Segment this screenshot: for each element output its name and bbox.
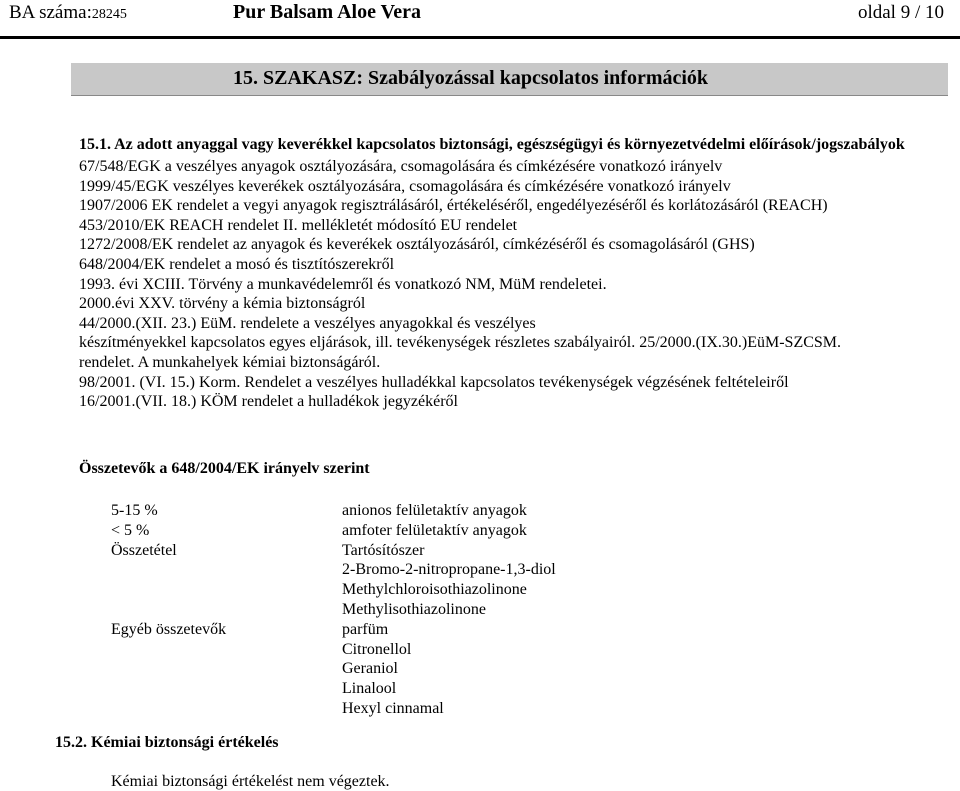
composition-ingredient: Citronellol: [342, 640, 412, 658]
regulation-line: 16/2001.(VII. 18.) KÖM rendelet a hulladékok jegyzékéről: [79, 393, 458, 411]
regulation-line: 1993. évi XCIII. Törvény a munkavédelemről és vonatkozó NM, MüM rendeletei.: [79, 275, 607, 293]
composition-ingredient: parfüm: [342, 620, 389, 638]
document-id: [9, 2, 127, 24]
composition-amounts: [111, 501, 226, 719]
regulations-list: [79, 157, 841, 412]
composition-amount: [111, 640, 226, 660]
composition-amount: [111, 679, 226, 699]
regulation-line: 2000.évi XXV. törvény a kémia biztonságról: [79, 295, 366, 313]
product-name: Pur Balsam Aloe Vera: [233, 1, 421, 23]
composition-amount: [111, 659, 226, 679]
composition-amount: [111, 580, 226, 600]
composition-amount: < 5 %: [111, 521, 150, 539]
header-divider: [0, 36, 960, 39]
composition-ingredients: [342, 501, 556, 719]
page-number: oldal 9 / 10: [857, 2, 944, 23]
composition-amount: Egyéb összetevők: [111, 620, 227, 638]
composition-ingredient: Hexyl cinnamal: [342, 699, 444, 717]
regulation-line: 1272/2008/EK rendelet az anyagok és keverékek osztályozásáról, címkézéséről és csomagolásáról (GHS): [79, 236, 755, 254]
regulation-line: 1907/2006 EK rendelet a vegyi anyagok regisztrálásáról, értékeléséről, engedélyezéséről és korlátozásáról (REACH): [79, 197, 828, 215]
section-title: 15. SZAKASZ: Szabályozással kapcsolatos információk: [233, 67, 709, 89]
composition-ingredient: Geraniol: [342, 660, 398, 678]
page-header: [0, 0, 960, 30]
document-id-label: BA száma:: [9, 2, 92, 23]
composition-title: Összetevők a 648/2004/EK irányelv szerint: [79, 460, 370, 477]
composition-ingredient: anionos felületaktív anyagok: [342, 502, 527, 519]
regulation-line: készítményekkel kapcsolatos egyes eljárások, ill. tevékenységek részletes szabályairól. 25/2000.(IX.30.)EüM-SZCSM.: [79, 334, 842, 352]
regulation-line: 98/2001. (VI. 15.) Korm. Rendelet a veszélyes hulladékkal kapcsolatos tevékenységek végzésének feltételeiről: [79, 373, 789, 391]
composition-amount: [111, 600, 226, 620]
composition-ingredient: Methylisothiazolinone: [342, 600, 486, 618]
composition-ingredient: amfoter felületaktív anyagok: [342, 521, 527, 539]
composition-amount: [111, 699, 226, 719]
subsection-1-heading: 15.1. Az adott anyaggal vagy keverékkel kapcsolatos biztonsági, egészségügyi és környezetvédelmi előírások/jogszabályok: [79, 136, 905, 153]
regulation-line: 44/2000.(XII. 23.) EüM. rendelete a veszélyes anyagokkal és veszélyes: [79, 314, 536, 332]
regulation-line: 453/2010/EK REACH rendelet II. mellékletét módosító EU rendelet: [79, 216, 518, 234]
composition-amount: [111, 560, 226, 580]
composition-ingredient: Methylchloroisothiazolinone: [342, 581, 527, 599]
composition-ingredient: Tartósítószer: [342, 541, 425, 559]
regulation-line: 648/2004/EK rendelet a mosó és tisztítószerekről: [79, 255, 395, 273]
safety-assessment-note: Kémiai biztonsági értékelést nem végeztek.: [111, 773, 390, 790]
composition-amount: Összetétel: [111, 541, 177, 559]
composition-amount: 5-15 %: [111, 502, 158, 519]
composition-ingredient: 2-Bromo-2-nitropropane-1,3-diol: [342, 561, 556, 579]
regulation-line: 67/548/EGK a veszélyes anyagok osztályozására, csomagolására és címkézésére vonatkozó irányelv: [79, 158, 723, 175]
regulation-line: rendelet. A munkahelyek kémiai biztonságáról.: [79, 353, 381, 371]
document-id-number: 28245: [91, 7, 127, 22]
regulation-line: 1999/45/EGK veszélyes keverékek osztályozására, csomagolására és címkézésére vonatkozó irányelv: [79, 177, 731, 195]
composition-ingredient: Linalool: [342, 680, 397, 698]
subsection-2-heading: 15.2. Kémiai biztonsági értékelés: [55, 734, 279, 751]
